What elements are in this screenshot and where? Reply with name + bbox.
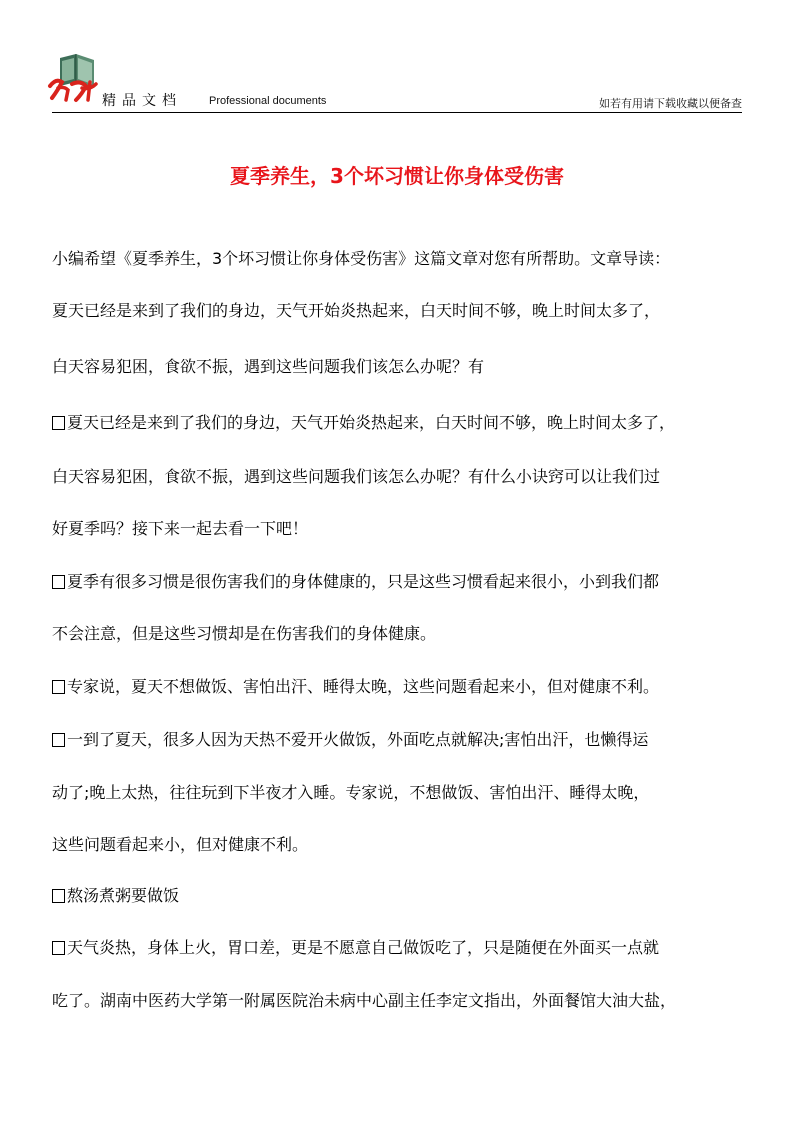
missing-glyph-box-icon bbox=[52, 733, 65, 747]
zhishi-logo-icon bbox=[46, 52, 102, 104]
line-text: 这些问题看起来小，但对健康不利。 bbox=[52, 835, 309, 854]
missing-glyph-box-icon bbox=[52, 941, 65, 955]
missing-glyph-box-icon bbox=[52, 889, 65, 903]
line-text: 吃了。湖南中医药大学第一附属医院治未病中心副主任李定文指出，外面餐馆大油大盐， bbox=[52, 991, 677, 1010]
paragraph-line bbox=[52, 676, 659, 698]
line-text: 夏天已经是来到了我们的身边，天气开始炎热起来，白天时间不够，晚上时间太多了， bbox=[52, 301, 661, 320]
paragraph-line bbox=[52, 937, 659, 959]
line-text: 动了;晚上太热，往往玩到下半夜才入睡。专家说，不想做饭、害怕出汗、睡得太晚， bbox=[52, 783, 650, 802]
paragraph-line bbox=[52, 782, 649, 804]
missing-glyph-box-icon bbox=[52, 416, 65, 430]
line-text: 不会注意，但是这些习惯却是在伤害我们的身体健康。 bbox=[52, 624, 437, 643]
paragraph-line bbox=[52, 885, 179, 907]
brand-name: 精品文档 bbox=[102, 93, 182, 109]
line-text: 夏天已经是来到了我们的身边，天气开始炎热起来，白天时间不够，晚上时间太多了， bbox=[67, 413, 676, 432]
header-note: 如若有用请下载收藏以便备查 bbox=[599, 97, 742, 110]
paragraph-line bbox=[52, 729, 648, 751]
paragraph-line bbox=[52, 300, 660, 322]
line-text: 专家说，夏天不想做饭、害怕出汗、睡得太晚，这些问题看起来小，但对健康不利。 bbox=[67, 677, 660, 696]
line-text: 一到了夏天，很多人因为天热不爱开火做饭，外面吃点就解决;害怕出汗，也懒得运 bbox=[67, 730, 649, 749]
missing-glyph-box-icon bbox=[52, 680, 65, 694]
line-text: 好夏季吗？接下来一起去看一下吧！ bbox=[52, 519, 309, 538]
line-text: 白天容易犯困，食欲不振，遇到这些问题我们该怎么办呢？有 bbox=[52, 357, 485, 376]
missing-glyph-box-icon bbox=[52, 575, 65, 589]
article-title: 夏季养生，3个坏习惯让你身体受伤害 bbox=[230, 164, 564, 188]
paragraph-line bbox=[52, 412, 675, 434]
line-text: 小编希望《夏季养生，3个坏习惯让你身体受伤害》这篇文章对您有所帮助。文章导读： bbox=[52, 249, 671, 268]
page-header bbox=[0, 0, 794, 118]
line-text: 夏季有很多习惯是很伤害我们的身体健康的，只是这些习惯看起来很小，小到我们都 bbox=[67, 572, 660, 591]
paragraph-line bbox=[52, 990, 676, 1012]
brand-tagline: Professional documents bbox=[209, 95, 327, 107]
line-text: 天气炎热，身体上火，胃口差，更是不愿意自己做饭吃了，只是随便在外面买一点就 bbox=[67, 938, 660, 957]
line-text: 熬汤煮粥要做饭 bbox=[67, 886, 180, 905]
line-text: 白天容易犯困，食欲不振，遇到这些问题我们该怎么办呢？有什么小诀窍可以让我们过 bbox=[52, 467, 661, 486]
paragraph-line bbox=[52, 518, 308, 540]
paragraph-line bbox=[52, 466, 660, 488]
paragraph-line bbox=[52, 571, 659, 593]
paragraph-line bbox=[52, 248, 670, 270]
paragraph-line bbox=[52, 623, 436, 645]
paragraph-line bbox=[52, 356, 484, 378]
paragraph-line bbox=[52, 834, 308, 856]
header-divider bbox=[52, 112, 742, 113]
